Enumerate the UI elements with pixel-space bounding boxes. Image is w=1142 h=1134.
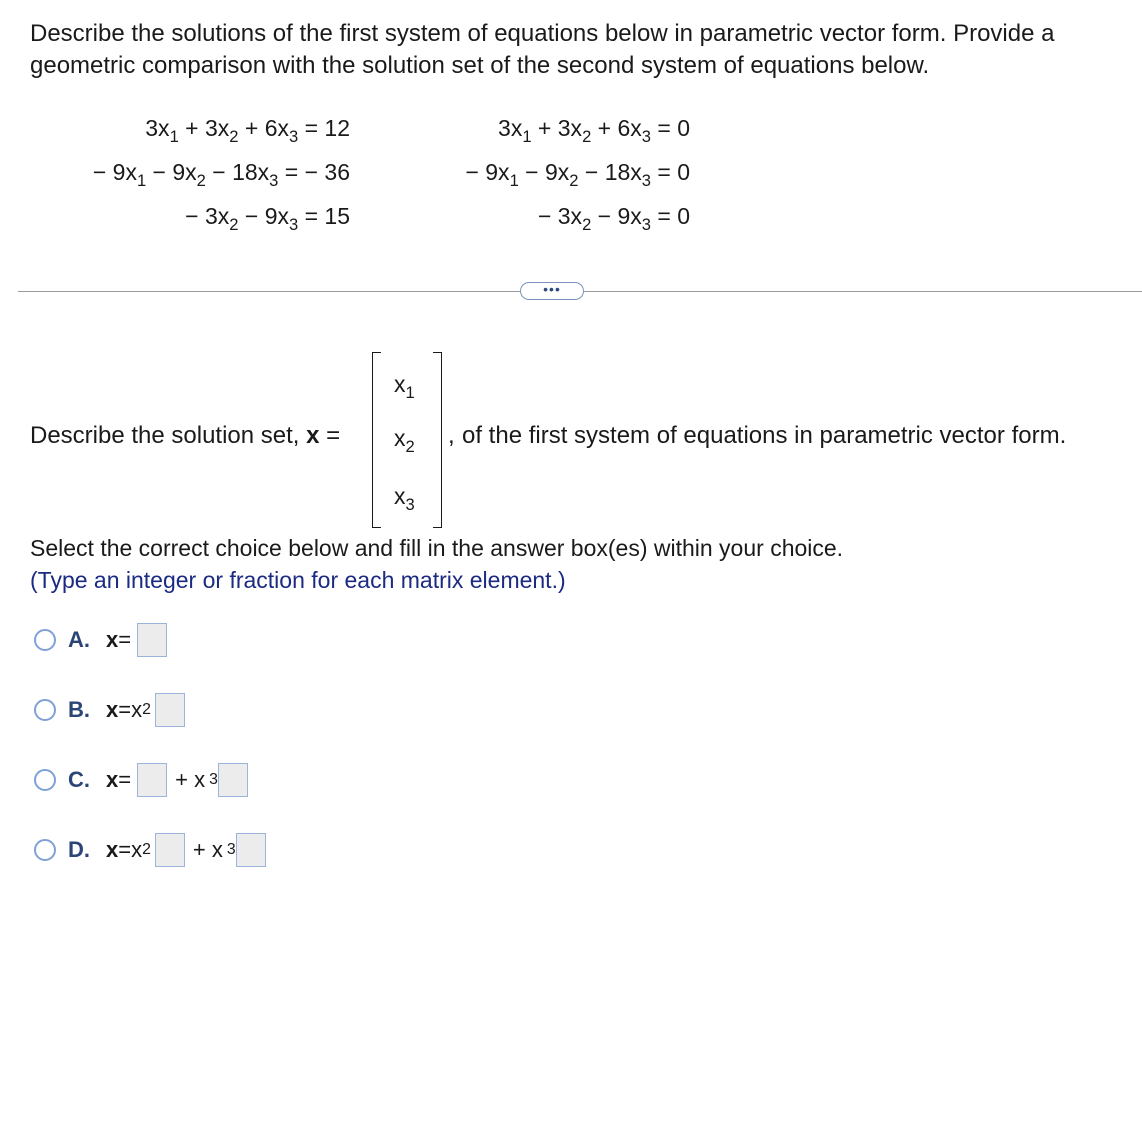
describe-solution-text-end: of the first system of equations in parametric vector form. [462,422,1067,449]
system-two-equation-2: − $9x_1 - 9x_2 - 18x_3 = 0$ [465,159,690,190]
describe-solution-text: Describe the solution set, x = [30,422,341,449]
instruction-text: Select the correct choice below and fill in the answer box(es) within your choice. [30,535,844,561]
choice-a-letter: A. [68,627,90,652]
system-one [93,106,350,238]
choice-d-radio[interactable] [34,839,56,861]
more-dots-icon: ••• [543,281,561,297]
choice-d-expression: x = x 2 + x 3 [106,833,266,867]
matrix-entry-x1: $x_1$ [394,371,415,402]
choice-c-answer-box-1[interactable] [137,763,167,797]
solution-vector-matrix [372,352,442,528]
choice-a-expression: x = [106,623,167,657]
system-one-equation-2: − $9x_1 - 9x_2 - 18x_3$ = − 36 [92,159,350,190]
choice-a[interactable] [34,620,167,660]
choice-c-expression: x = + x 3 [106,763,248,797]
hint-text: (Type an integer or fraction for each matrix element.) [30,567,566,593]
choice-a-answer-box[interactable] [137,623,167,657]
system-two-equation-1: $3x_1 + 3x_2 + 6x_3 = 0$ [498,115,690,146]
question-prompt: Describe the solutions of the first system of equations below in parametric vector form. Provide a geometric comparison with the solution set of the second system of equations below. [30,20,1055,79]
system-one-equation-1: $3x_1 + 3x_2 + 6x_3 = 12$ [145,115,350,146]
matrix-entry-x3: $x_3$ [394,483,415,514]
system-two-equation-3: − $3x_2 - 9x_3 = 0$ [537,203,690,234]
choice-b-letter: B. [68,697,90,722]
choice-a-radio[interactable] [34,629,56,651]
choice-b-radio[interactable] [34,699,56,721]
system-two [465,106,690,238]
system-one-equation-3: − $3x_2 - 9x_3 = 15$ [185,203,350,234]
describe-comma: , [448,422,455,449]
choice-d-answer-box-2[interactable] [236,833,266,867]
choice-d[interactable] [34,830,266,870]
choice-d-letter: D. [68,837,90,862]
matrix-entry-x2: $x_2$ [394,425,415,456]
choice-c-answer-box-2[interactable] [218,763,248,797]
choice-b[interactable] [34,690,185,730]
expand-more-button[interactable] [520,282,584,300]
matrix-left-bracket [372,352,381,528]
choice-b-expression: x = x 2 [106,693,185,727]
choice-b-answer-box[interactable] [155,693,185,727]
matrix-right-bracket [433,352,442,528]
choice-c-radio[interactable] [34,769,56,791]
choice-d-answer-box-1[interactable] [155,833,185,867]
choice-c-letter: C. [68,767,90,792]
choice-c[interactable] [34,760,248,800]
